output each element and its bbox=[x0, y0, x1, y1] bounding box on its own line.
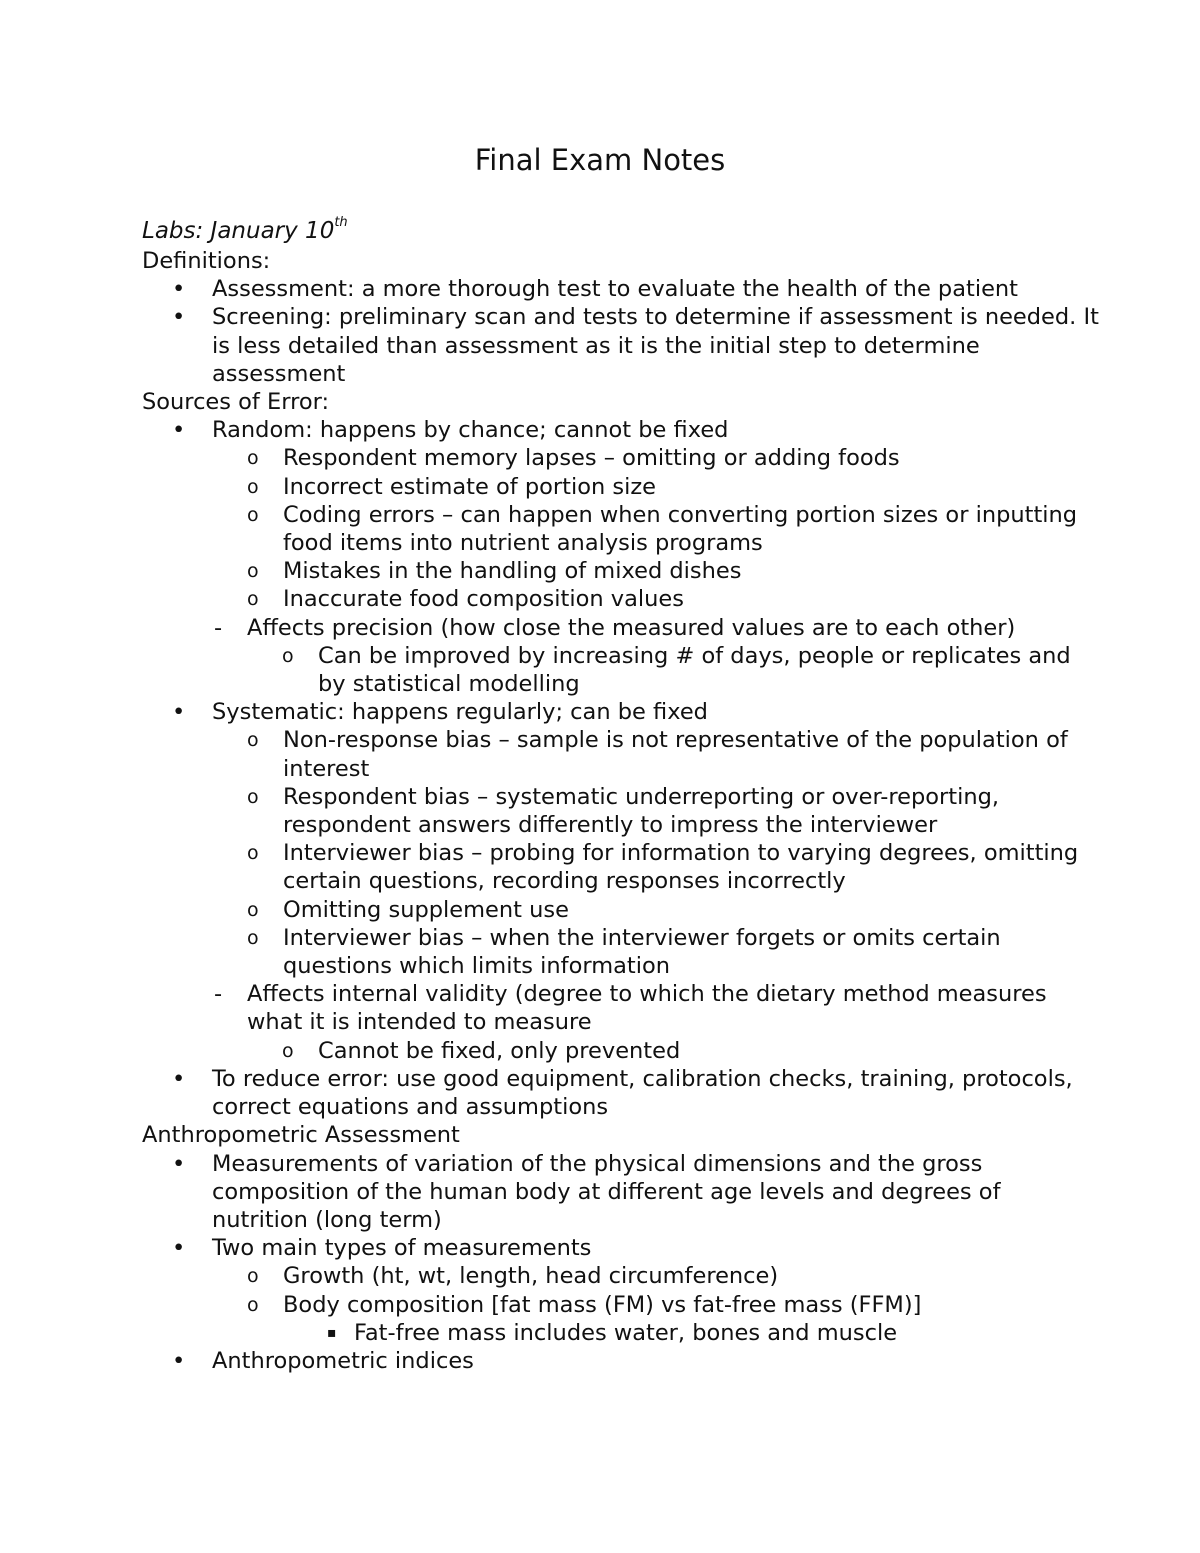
list-item bbox=[142, 275, 1102, 303]
systematic-affects-note: Cannot be fixed, only prevented bbox=[318, 1037, 681, 1064]
random-item: Mistakes in the handling of mixed dishes bbox=[283, 558, 742, 585]
bullet-marker: • bbox=[172, 1235, 186, 1262]
error-label: Sources of Error: bbox=[142, 389, 330, 416]
section-heading bbox=[142, 215, 1102, 247]
list-item bbox=[142, 1150, 1102, 1235]
list-item bbox=[142, 924, 1102, 980]
list-item bbox=[142, 557, 1102, 585]
circle-marker: o bbox=[247, 560, 259, 583]
definition-screening: Screening: preliminary scan and tests to determine if assessment is needed. It is less detailed than assessment as it is the initial step to determine assessment bbox=[212, 304, 1099, 387]
list-item bbox=[142, 614, 1102, 642]
bullet-marker: • bbox=[172, 1347, 186, 1374]
random-item: Incorrect estimate of portion size bbox=[283, 473, 657, 500]
circle-marker: o bbox=[247, 447, 259, 470]
circle-marker: o bbox=[247, 785, 259, 808]
random-item: Inaccurate food composition values bbox=[283, 586, 684, 613]
anthro-indices: Anthropometric indices bbox=[212, 1347, 474, 1374]
anthro-measurements: Measurements of variation of the physical dimensions and the gross composition of the human body at different age levels and degrees of nutrition (long term) bbox=[212, 1150, 1001, 1233]
circle-marker: o bbox=[247, 1265, 259, 1288]
circle-marker: o bbox=[282, 644, 294, 667]
list-item bbox=[142, 839, 1102, 895]
circle-marker: o bbox=[247, 503, 259, 526]
circle-marker: o bbox=[282, 1039, 294, 1062]
systematic-error-label: Systematic: happens regularly; can be fixed bbox=[212, 699, 708, 726]
bullet-marker: • bbox=[172, 276, 186, 303]
dash-marker: - bbox=[214, 614, 223, 641]
section-heading-superscript: th bbox=[334, 215, 348, 230]
bullet-marker: • bbox=[172, 699, 186, 726]
definition-assessment: Assessment: a more thorough test to evaluate the health of the patient bbox=[212, 276, 1019, 303]
circle-marker: o bbox=[247, 898, 259, 921]
anthropometric-label: Anthropometric Assessment bbox=[142, 1122, 460, 1149]
ffm-note: Fat-free mass includes water, bones and muscle bbox=[354, 1319, 898, 1346]
list-item bbox=[142, 642, 1102, 698]
bullet-marker: • bbox=[172, 304, 186, 331]
list-item bbox=[142, 1347, 1102, 1375]
systematic-item: Omitting supplement use bbox=[283, 896, 569, 923]
section-heading-text: Labs: January 10 bbox=[142, 218, 335, 244]
random-item: Respondent memory lapses – omitting or adding foods bbox=[283, 445, 900, 472]
list-item bbox=[142, 585, 1102, 613]
systematic-affects: Affects internal validity (degree to which the dietary method measures what it is intended to measure bbox=[247, 981, 1047, 1036]
list-item bbox=[142, 1234, 1102, 1262]
list-item bbox=[142, 726, 1102, 782]
list-item bbox=[142, 1065, 1102, 1121]
list-item bbox=[142, 501, 1102, 557]
circle-marker: o bbox=[247, 475, 259, 498]
list-item bbox=[142, 783, 1102, 839]
list-item bbox=[142, 980, 1102, 1036]
list-item bbox=[142, 896, 1102, 924]
page-title: Final Exam Notes bbox=[474, 143, 726, 177]
list-item bbox=[142, 416, 1102, 444]
systematic-item: Interviewer bias – when the interviewer forgets or omits certain questions which limits information bbox=[283, 924, 1001, 980]
list-item bbox=[142, 698, 1102, 726]
definitions-label: Definitions: bbox=[142, 248, 271, 274]
square-marker: ▪ bbox=[327, 1324, 337, 1341]
systematic-item: Interviewer bias – probing for information to varying degrees, omitting certain questions, recording responses incorrectly bbox=[283, 840, 1079, 895]
circle-marker: o bbox=[247, 729, 259, 752]
circle-marker: o bbox=[247, 588, 259, 611]
random-error-label: Random: happens by chance; cannot be fixed bbox=[212, 417, 729, 444]
list-item bbox=[142, 1319, 1102, 1347]
bullet-marker: • bbox=[172, 1150, 186, 1177]
anthro-type: Body composition [fat mass (FM) vs fat-free mass (FFM)] bbox=[283, 1291, 922, 1318]
list-item bbox=[142, 1262, 1102, 1290]
systematic-item: Respondent bias – systematic underreporting or over-reporting, respondent answers differently to impress the interviewer bbox=[283, 783, 1000, 839]
dash-marker: - bbox=[214, 981, 223, 1008]
bullet-marker: • bbox=[172, 1065, 186, 1092]
reduce-error: To reduce error: use good equipment, calibration checks, training, protocols, correct equations and assumptions bbox=[212, 1065, 1073, 1121]
bullet-marker: • bbox=[172, 417, 186, 444]
circle-marker: o bbox=[247, 842, 259, 865]
systematic-item: Non-response bias – sample is not representative of the population of interest bbox=[283, 727, 1068, 782]
list-item bbox=[142, 444, 1102, 472]
list-item bbox=[142, 1291, 1102, 1319]
document-body bbox=[142, 215, 1102, 1375]
anthro-types-label: Two main types of measurements bbox=[212, 1235, 592, 1262]
circle-marker: o bbox=[247, 926, 259, 949]
circle-marker: o bbox=[247, 1293, 259, 1316]
random-affects: Affects precision (how close the measured values are to each other) bbox=[247, 614, 1016, 641]
anthro-type: Growth (ht, wt, length, head circumference) bbox=[283, 1263, 779, 1290]
list-item bbox=[142, 303, 1102, 388]
list-item bbox=[142, 1037, 1102, 1065]
random-affects-note: Can be improved by increasing # of days, people or replicates and by statistical modelling bbox=[318, 642, 1071, 698]
random-item: Coding errors – can happen when converting portion sizes or inputting food items into nutrient analysis programs bbox=[283, 501, 1078, 557]
list-item bbox=[142, 473, 1102, 501]
